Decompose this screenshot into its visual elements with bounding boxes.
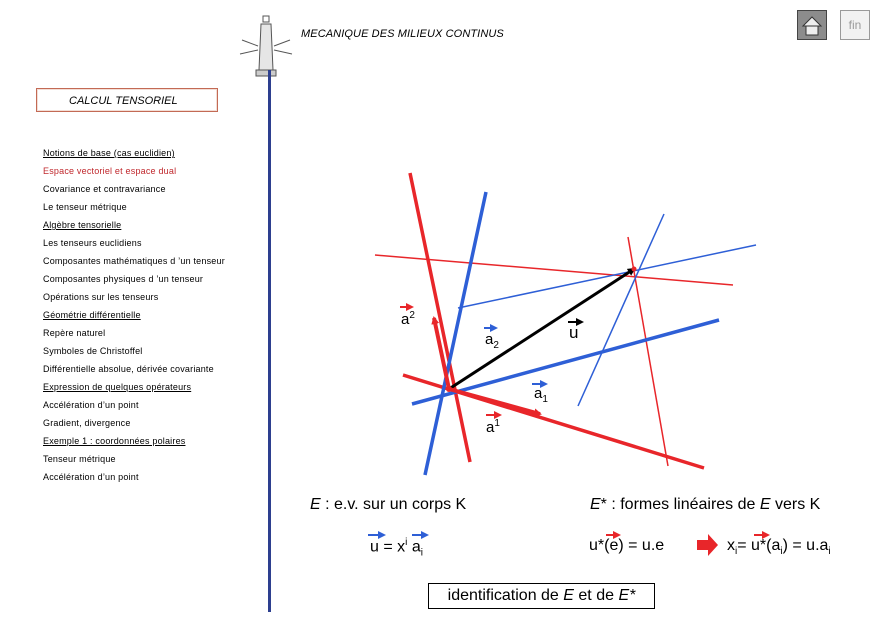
formula-e-definition: E : e.v. sur un corps K bbox=[310, 496, 467, 513]
label-u: u bbox=[569, 323, 579, 342]
nav-item[interactable]: Opérations sur les tenseurs bbox=[43, 292, 159, 302]
nav-item[interactable]: Accélération d’un point bbox=[43, 472, 139, 482]
basis-line-thin bbox=[578, 214, 664, 406]
nav-item[interactable]: Géométrie différentielle bbox=[43, 310, 141, 320]
nav-item[interactable]: Le tenseur métrique bbox=[43, 202, 127, 212]
formula-estar-definition: E* : formes linéaires de E vers K bbox=[590, 496, 821, 513]
page-title: MECANIQUE DES MILIEUX CONTINUS bbox=[301, 28, 504, 40]
nav-item[interactable]: Différentielle absolue, dérivée covariante bbox=[43, 364, 214, 374]
label-a-up2: $a^2$ bbox=[401, 310, 415, 328]
nav-item[interactable]: Covariance et contravariance bbox=[43, 184, 166, 194]
basis-line-thin bbox=[458, 245, 756, 308]
label-a-low1: $a_1$ bbox=[534, 385, 548, 405]
nav-item[interactable]: Repère naturel bbox=[43, 328, 106, 338]
right-arrow-icon bbox=[697, 534, 718, 556]
nav-item[interactable]: Expression de quelques opérateurs bbox=[43, 382, 192, 392]
nav-item[interactable]: Symboles de Christoffel bbox=[43, 346, 143, 356]
nav-item[interactable]: Exemple 1 : coordonnées polaires bbox=[43, 436, 186, 446]
nav-item[interactable]: Composantes physiques d ’un tenseur bbox=[43, 274, 204, 284]
section-title: CALCUL TENSORIEL bbox=[69, 95, 178, 107]
point-origin bbox=[446, 386, 452, 392]
nav-item[interactable]: Les tenseurs euclidiens bbox=[43, 238, 142, 248]
formula-ustar: u*(e) = u.e bbox=[589, 537, 665, 554]
nav-item[interactable]: Tenseur métrique bbox=[43, 454, 116, 464]
dual-line-thick bbox=[410, 173, 470, 462]
vector-u bbox=[449, 269, 634, 389]
label-a-low2: $a_2$ bbox=[485, 331, 499, 351]
identification-box: identification de E et de E* bbox=[428, 583, 655, 609]
nav-item[interactable]: Notions de base (cas euclidien) bbox=[43, 148, 175, 158]
nav-item[interactable]: Accélération d’un point bbox=[43, 400, 139, 410]
vector-a-up1 bbox=[449, 389, 540, 414]
nav-item[interactable]: Gradient, divergence bbox=[43, 418, 131, 428]
nav-item[interactable]: Composantes mathématiques d ’un tenseur bbox=[43, 256, 225, 266]
label-a-up1: $a^1$ bbox=[486, 418, 500, 436]
point-u-tip bbox=[632, 267, 637, 272]
nav-item[interactable]: Algèbre tensorielle bbox=[43, 220, 122, 230]
fin-button[interactable]: fin bbox=[840, 10, 870, 40]
formula-u-components: $u = x^i$ $a_i$ bbox=[370, 537, 423, 559]
formula-xi: $x_i= u*(a_i) = u.a_i$ bbox=[727, 537, 831, 558]
nav-item-current[interactable]: Espace vectoriel et espace dual bbox=[43, 166, 177, 176]
basis-line-thick bbox=[425, 192, 486, 475]
